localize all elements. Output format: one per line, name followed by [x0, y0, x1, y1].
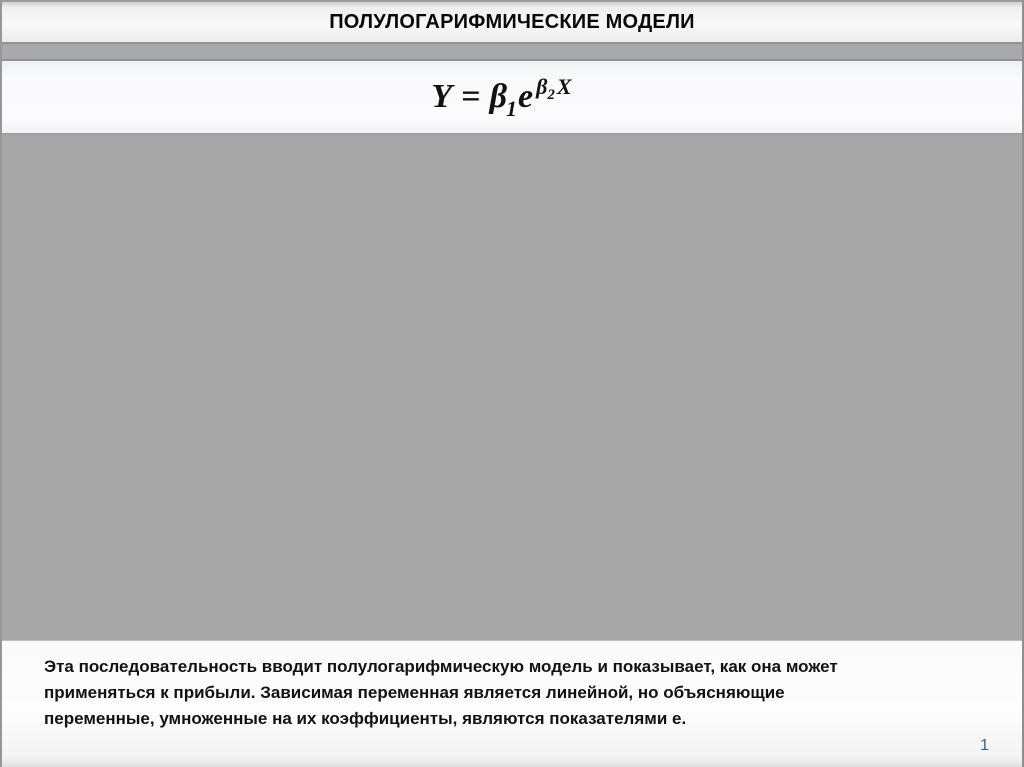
- formula-bar: [2, 61, 1022, 135]
- formula-coefficient-beta: β: [489, 78, 507, 115]
- formula-euler-e: e: [518, 78, 534, 115]
- formula-lhs: Y: [431, 78, 453, 115]
- page-number: 1: [980, 737, 989, 754]
- slide-title: ПОЛУЛОГАРИФМИЧЕСКИЕ МОДЕЛИ: [329, 10, 695, 33]
- notes-line-2: применяться к прибыли. Зависимая переменная является линейной, но объясняющие: [44, 683, 785, 702]
- notes-text: [44, 654, 982, 732]
- formula-exponent: [536, 74, 572, 103]
- formula: [431, 74, 572, 121]
- formula-exponent-variable: X: [556, 74, 572, 99]
- formula-equals: =: [461, 78, 481, 115]
- divider-strip: [2, 44, 1022, 61]
- notes-area: [2, 640, 1022, 767]
- notes-line-1: Эта последовательность вводит полулогарифмическую модель и показывает, как она может: [44, 657, 838, 676]
- notes-line-3: переменные, умноженные на их коэффициенты, являются показателями е.: [44, 709, 687, 728]
- slide-title-bar: [2, 2, 1022, 44]
- formula-exponent-subscript: 2: [547, 87, 555, 103]
- formula-exponent-beta: β: [536, 74, 548, 99]
- formula-coefficient-subscript: 1: [506, 96, 517, 121]
- slide-content-area: [2, 135, 1022, 640]
